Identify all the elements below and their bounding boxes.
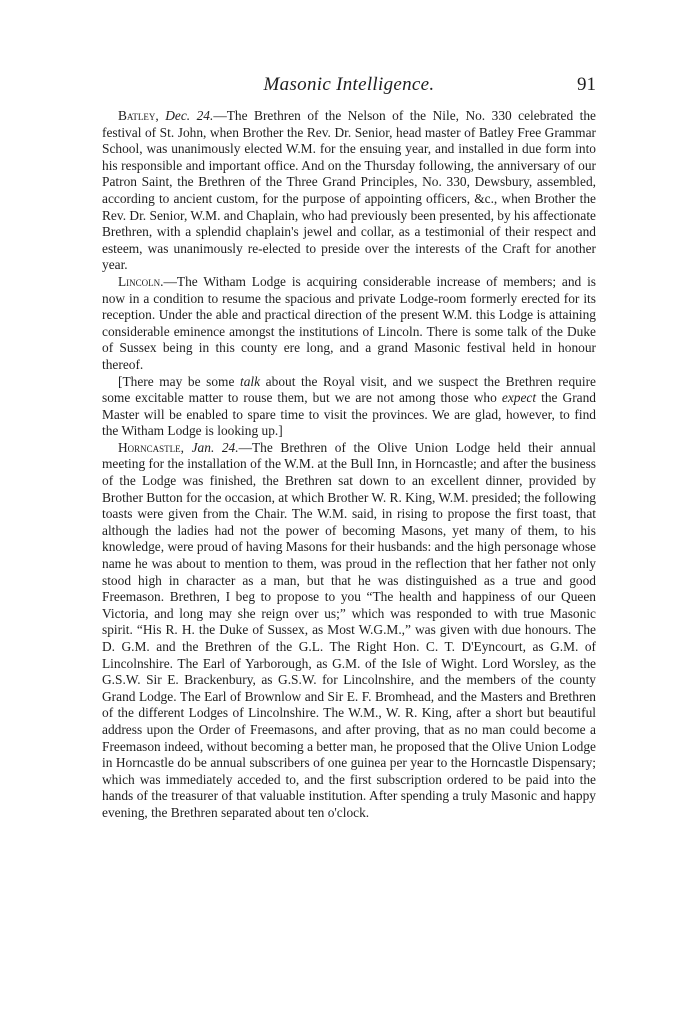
note-text: [There may be some — [118, 373, 240, 389]
page-number: 91 — [577, 74, 596, 95]
running-title: Masonic Intelligence. — [263, 74, 435, 95]
paragraph-lincoln — [102, 274, 596, 374]
paragraph-horncastle — [102, 440, 596, 822]
note-text: the Grand Master will be enabled to spare time to visit the provinces. We are glad, however, to find the Witham Lodge is looking up.] — [102, 390, 596, 439]
article-body — [102, 108, 596, 822]
note-emphasis: expect — [501, 390, 537, 406]
place-name: Horncastle, — [118, 439, 185, 455]
note-text: about the Royal visit, and we suspect the Brethren require some excitable matter to rouse them, but we are not among those who — [102, 373, 596, 406]
paragraph-text: —The Witham Lodge is acquiring considerable increase of members; and is now in a condition to resume the spacious and private Lodge-room formerly erected for its reception. Under the able and practical direction of the present W.M. this Lodge is attaining considerable eminence amongst the institutions of Lincoln. There is some talk of the Duke of Sussex being in this county ere long, and a grand Masonic festival held in honour thereof. — [102, 273, 596, 372]
editorial-note — [102, 374, 596, 440]
place-name: Batley, — [118, 108, 159, 123]
place-name: Lincoln. — [118, 273, 164, 289]
paragraph-batley — [102, 108, 596, 274]
page-header — [102, 74, 596, 100]
note-emphasis: talk — [240, 373, 261, 389]
paragraph-text: —The Brethren of the Olive Union Lodge held their annual meeting for the installation of the W.M. at the Bull Inn, in Horncastle; and after the business of the Lodge was finished, the Brethren sat down to an excellent dinner, provided by Brother Button for the occasion, at which Brother W. R. King, W.M. presided; the following toasts were given from the Chair. The W.M. said, in rising to propose the first toast, that although the ladies had not the power of becoming Masons, yet many of them, to his knowledge, were proud of having Masons for their husbands: and the high personage whose name he was about to mention to them, was proud in the reflection that her father not only stood high in character as a man, but that he was distinguished as a true and good Freemason. Brethren, I beg to propose to you “The health and happiness of our Queen Victoria, and long may she reign over us;” which was responded to with true Masonic spirit. “His R. H. the Duke of Sussex, as Most W.G.M.,” was given with due honours. The D. G.M. and the Brethren of the G.L. The Right Hon. C. T. D'Eyncourt, as G.M. of Lincolnshire. The Earl of Yarborough, as G.M. of the Isle of Wight. Lord Worsley, as the G.S.W. Sir E. Brackenbury, as G.S.W. for Lincolnshire, and the members of the county Grand Lodge. The Earl of Brownlow and Sir E. F. Bromhead, and the Masters and Brethren of the different Lodges of Lincolnshire. The W.M., W. R. King, after a short but beautiful address upon the Order of Freemasons, and after proving, that as no man could become a Freemason indeed, without becoming a better man, he proposed that the Olive Union Lodge in Horncastle do be annual subscribers of one guinea per year to the Horncastle Dispensary; which was immediately acceded to, and the first subscription ordered to be paid into the hands of the treasurer of that valuable institution. After spending a truly Masonic and happy evening, the Brethren separated about ten o'clock. — [102, 439, 596, 820]
report-date: Jan. 24. — [191, 439, 239, 455]
paragraph-text: —The Brethren of the Nelson of the Nile, No. 330 celebrated the festival of St. John, when Brother the Rev. Dr. Senior, head master of Batley Free Grammar School, was unanimously elected W.M. for the ensuing year, and installed in due form into his responsible and important office. And on the Thursday following, the anniversary of our Patron Saint, the Brethren of the Three Grand Principles, No. 330, Dewsbury, assembled, according to ancient custom, for the purpose of appointing officers, &c., when Brother the Rev. Dr. Senior, W.M. and Chaplain, who had previously been presented, by his affectionate Brethren, with a splendid chaplain's jewel and collar, as a testimonial of their respect and esteem, was unanimously re-elected to preside over the interests of the Craft for another year. — [102, 108, 596, 273]
report-date: Dec. 24. — [165, 108, 214, 123]
